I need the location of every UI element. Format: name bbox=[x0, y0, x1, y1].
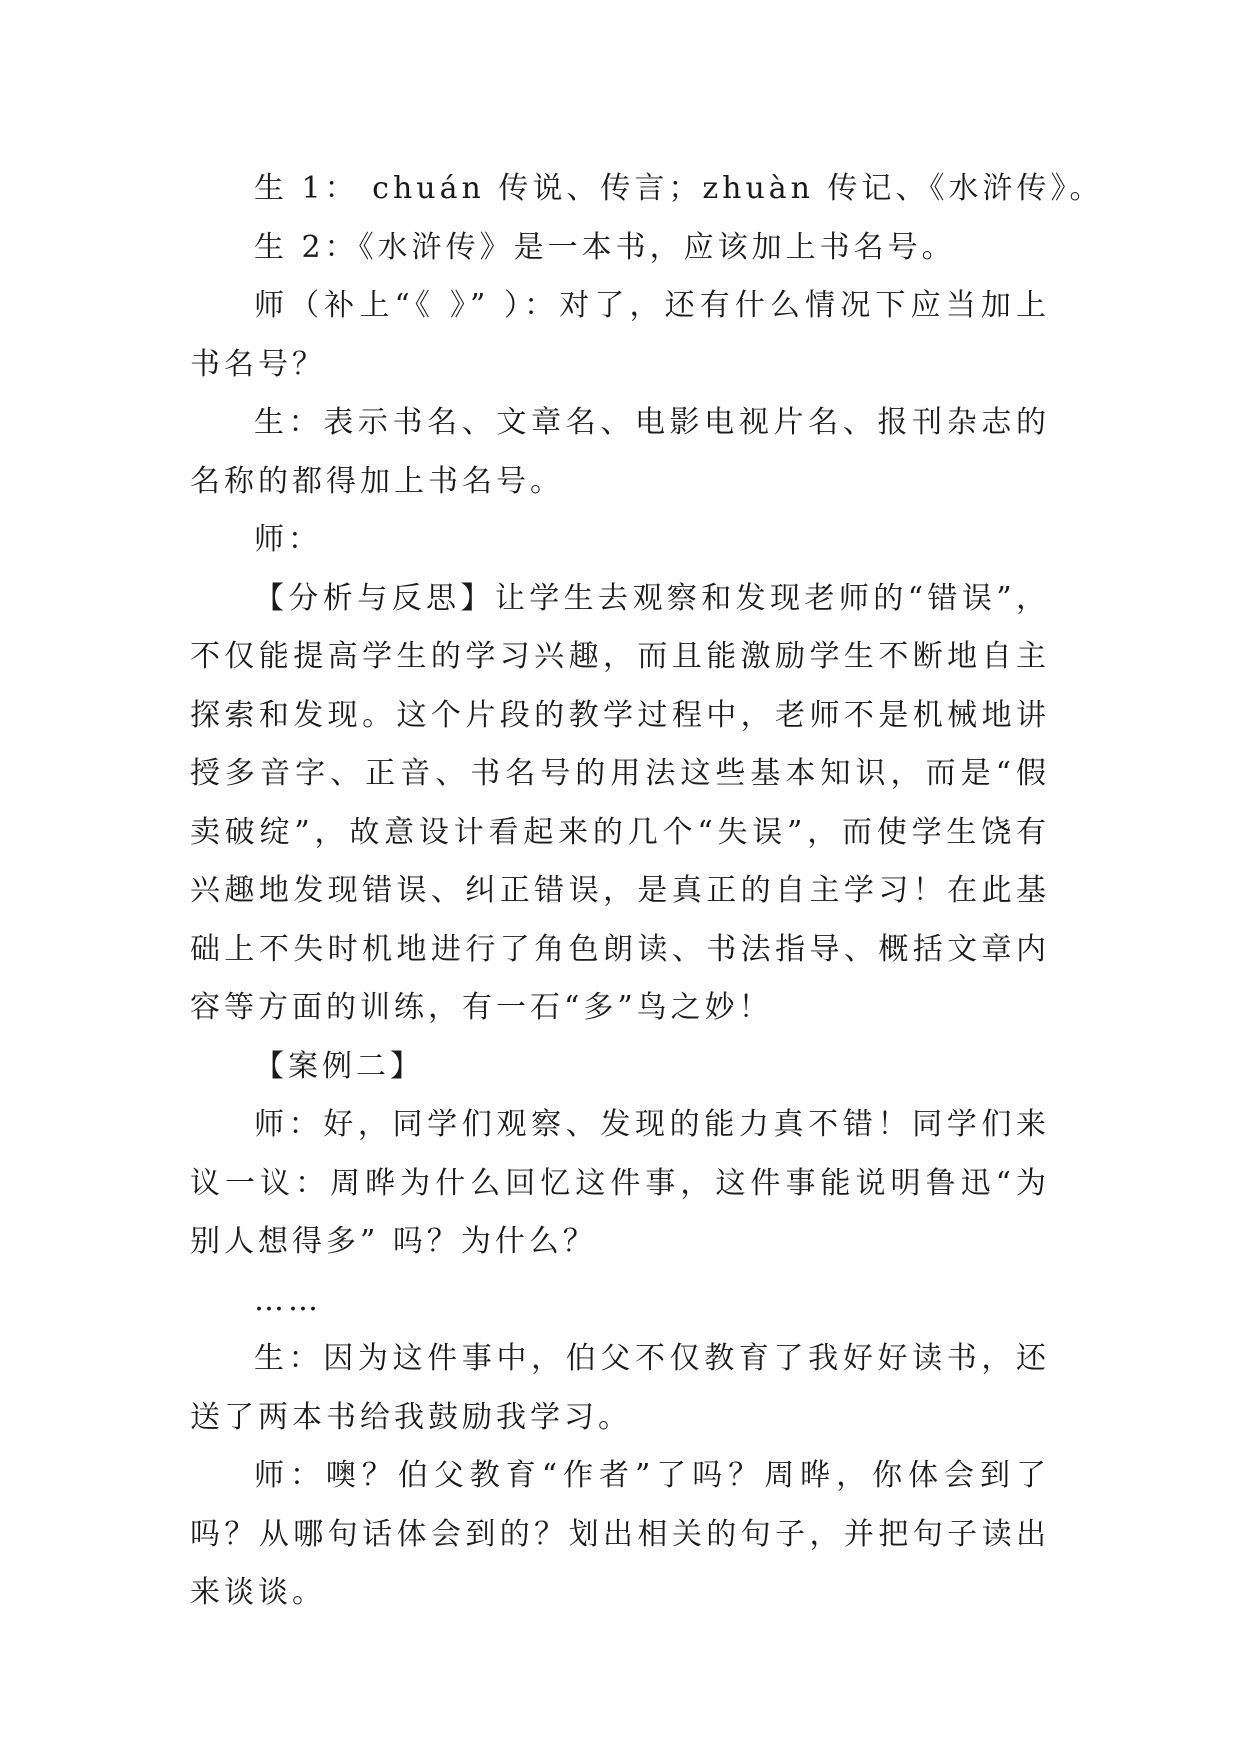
paragraph-ellipsis: …… bbox=[254, 1282, 322, 1318]
paragraph-teacher-followup: 师：噢？伯父教育“作者”了吗？周晔，你体会到了吗？从哪句话体会到的？划出相关的句子，并把句子读出来谈谈。 bbox=[190, 1458, 1050, 1610]
section-heading-case-two: 【案例二】 bbox=[254, 1048, 424, 1084]
paragraph-student1-pinyin: 生 1： chuán 传说、传言；zhuàn 传记、《水浒传》。 bbox=[254, 171, 1104, 206]
paragraph-teacher-empty: 师： bbox=[254, 522, 322, 557]
document-body bbox=[190, 160, 1104, 1623]
paragraph-analysis-reflection: 【分析与反思】让学生去观察和发现老师的“错误”，不仅能提高学生的学习兴趣，而且能激励学生不断地自主探索和发现。这个片段的教学过程中，老师不是机械地讲授多音字、正音、书名号的用法这些基本知识，而是“假卖破绽”，故意设计看起来的几个“失误”，而使学生饶有兴趣地发现错误、纠正错误，是真正的自主学习！在此基础上不失时机地进行了角色朗读、书法指导、概括文章内容等方面的训练，有一石“多”鸟之妙！ bbox=[190, 580, 1050, 1025]
paragraph-teacher-discussion: 师：好，同学们观察、发现的能力真不错！同学们来议一议：周晔为什么回忆这件事，这件事能说明鲁迅“为别人想得多” 吗？为什么？ bbox=[190, 1107, 1050, 1259]
paragraph-student-reason: 生：因为这件事中，伯父不仅教育了我好好读书，还送了两本书给我鼓励我学习。 bbox=[190, 1341, 1050, 1435]
paragraph-student2-answer: 生 2：《水浒传》是一本书，应该加上书名号。 bbox=[254, 229, 956, 265]
paragraph-student-answer: 生：表示书名、文章名、电影电视片名、报刊杂志的名称的都得加上书名号。 bbox=[190, 405, 1050, 499]
paragraph-teacher-question: 师（补上“《 》” ）：对了，还有什么情况下应当加上书名号？ bbox=[190, 288, 1050, 382]
